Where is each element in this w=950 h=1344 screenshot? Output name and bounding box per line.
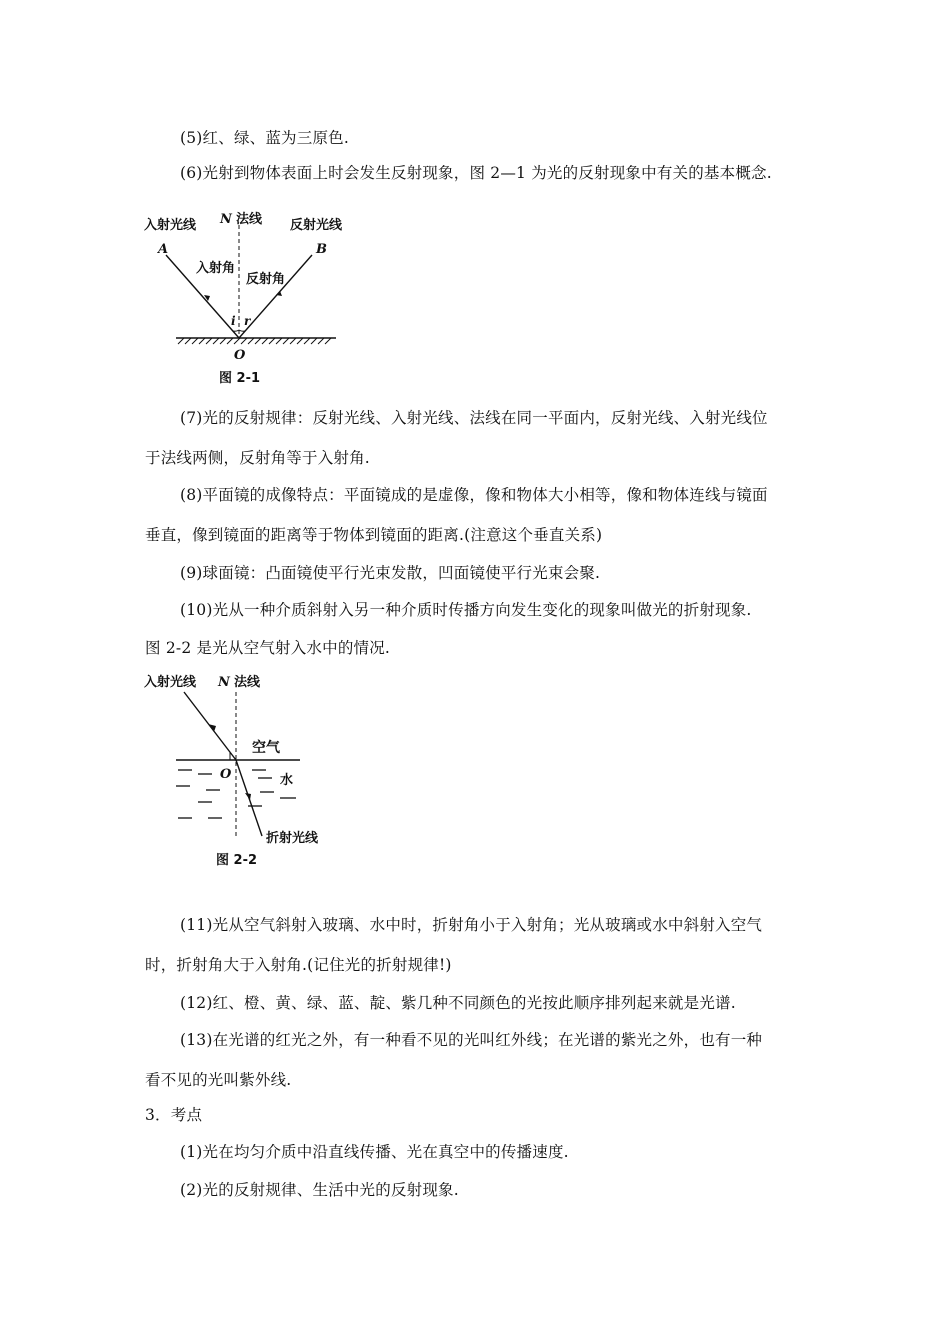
key-point-2: (2)光的反射规律、生活中光的反射现象. [180, 1181, 459, 1199]
incident-arrow-icon [208, 724, 216, 732]
fig2-normal-n: N [218, 675, 230, 690]
fig1-normal-n: N [220, 212, 232, 227]
fig1-angle-r: r [244, 314, 251, 328]
fig1-angle-i: i [231, 314, 236, 328]
paragraph-7-line2: 于法线两侧，反射角等于入射角. [145, 449, 370, 467]
section-3-heading: 3．考点 [145, 1106, 203, 1124]
fig2-caption: 图 2-2 [216, 853, 258, 868]
paragraph-6: (6)光射到物体表面上时会发生反射现象，图 2—1 为光的反射现象中有关的基本概念. [180, 164, 772, 182]
figure-reflection [140, 205, 370, 390]
fig2-air-label: 空气 [252, 740, 280, 756]
paragraph-10-line1: (10)光从一种介质斜射入另一种介质时传播方向发生变化的现象叫做光的折射现象. [180, 601, 752, 619]
paragraph-7-line1: (7)光的反射规律：反射光线、入射光线、法线在同一平面内，反射光线、入射光线位 [180, 409, 768, 427]
fig1-incident-label: 入射光线 [144, 218, 197, 233]
paragraph-12: (12)红、橙、黄、绿、蓝、靛、紫几种不同颜色的光按此顺序排列起来就是光谱. [180, 994, 736, 1012]
fig2-refracted-label: 折射光线 [266, 831, 319, 846]
refracted-arrow-icon [245, 793, 251, 800]
paragraph-13-line1: (13)在光谱的红光之外，有一种看不见的光叫红外线；在光谱的紫光之外，也有一种 [180, 1031, 763, 1049]
fig1-point-b: B [316, 242, 327, 257]
fig2-incident-label: 入射光线 [144, 675, 197, 690]
paragraph-11-line2: 时，折射角大于入射角.(记住光的折射规律!) [145, 956, 452, 974]
fig1-caption: 图 2-1 [219, 371, 261, 386]
paragraph-9: (9)球面镜：凸面镜使平行光束发散，凹面镜使平行光束会聚. [180, 564, 601, 582]
fig1-incidence-angle: 入射角 [196, 261, 236, 276]
fig2-water-label: 水 [280, 773, 294, 788]
fig2-point-o: O [220, 767, 232, 782]
fig1-reflection-angle: 反射角 [246, 272, 286, 287]
paragraph-8-line1: (8)平面镜的成像特点：平面镜成的是虚像，像和物体大小相等，像和物体连线与镜面 [180, 486, 768, 504]
fig2-normal-label: 法线 [234, 675, 261, 690]
fig1-reflected-label: 反射光线 [290, 218, 343, 233]
fig1-point-a: A [158, 242, 169, 257]
paragraph-11-line1: (11)光从空气斜射入玻璃、水中时，折射角小于入射角；光从玻璃或水中斜射入空气 [180, 916, 763, 934]
paragraph-8-line2: 垂直，像到镜面的距离等于物体到镜面的距离.(注意这个垂直关系) [145, 526, 603, 544]
paragraph-10-line2: 图 2-2 是光从空气射入水中的情况. [145, 639, 391, 657]
paragraph-13-line2: 看不见的光叫紫外线. [145, 1071, 292, 1089]
paragraph-5: (5)红、绿、蓝为三原色. [180, 129, 349, 147]
figure-refraction [140, 668, 360, 878]
fig1-point-o: O [234, 348, 246, 363]
key-point-1: (1)光在均匀介质中沿直线传播、光在真空中的传播速度. [180, 1143, 569, 1161]
fig1-normal-label: 法线 [236, 212, 263, 227]
